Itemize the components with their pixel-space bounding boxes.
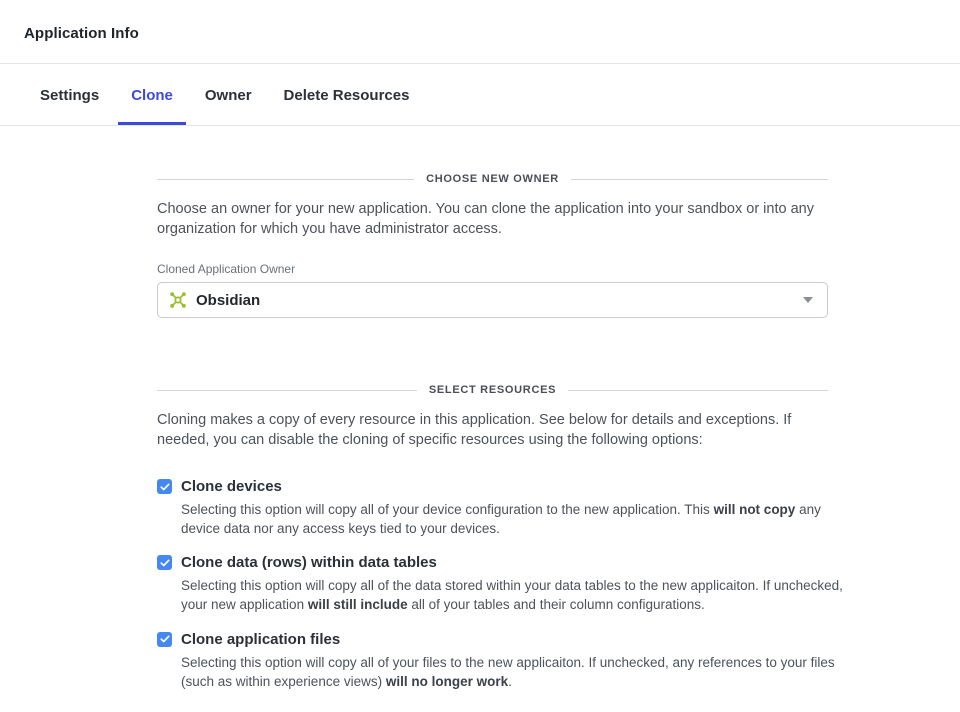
resource-option-clone-application-files <box>157 630 835 691</box>
page-header <box>0 0 960 64</box>
divider-line <box>157 179 414 180</box>
section-divider-choose-new-owner <box>157 173 828 185</box>
tab-settings[interactable]: Settings <box>40 87 100 104</box>
clone-devices-checkbox[interactable] <box>157 479 172 494</box>
clone-application-files-checkbox[interactable] <box>157 632 172 647</box>
tab-owner[interactable]: Owner <box>204 87 252 104</box>
clone-data-rows-label[interactable]: Clone data (rows) within data tables <box>181 554 437 572</box>
checkmark-icon <box>160 558 170 568</box>
organization-icon <box>169 291 187 309</box>
clone-application-files-label[interactable]: Clone application files <box>181 630 341 648</box>
resource-option-clone-data-rows <box>157 554 843 614</box>
tab-delete-resources[interactable]: Delete Resources <box>283 87 410 104</box>
selected-owner-value: Obsidian <box>196 291 261 309</box>
clone-data-rows-description: Selecting this option will copy all of the data stored within your data tables to the new applicaiton. If unchecked, your new application will still include all of your tables and their column configurations. <box>181 578 843 613</box>
clone-application-files-description: Selecting this option will copy all of your files to the new applicaiton. If unchecked, any references to your files (such as within experience views) will no longer work. <box>181 654 835 689</box>
tab-bar <box>0 64 960 126</box>
resource-option-clone-devices <box>157 478 828 538</box>
owner-section-description: Choose an owner for your new application. You can clone the application into your sandbox or into any organization for which you have administrator access. <box>157 201 814 237</box>
clone-tab-content <box>157 173 843 691</box>
clone-application-files-row[interactable] <box>157 631 828 648</box>
resources-section-description: Cloning makes a copy of every resource in this application. See below for details and exceptions. If needed, you can disable the cloning of specific resources using the following options: <box>157 412 792 448</box>
divider-line <box>157 390 417 391</box>
clone-devices-label[interactable]: Clone devices <box>181 478 282 495</box>
clone-data-rows-row[interactable] <box>157 554 828 571</box>
tab-clone[interactable]: Clone <box>118 64 186 125</box>
page-title: Application Info <box>24 25 139 42</box>
cloned-application-owner-field <box>157 262 828 318</box>
chevron-down-icon <box>803 297 813 303</box>
section-heading-choose-new-owner: CHOOSE NEW OWNER <box>426 173 559 185</box>
clone-devices-description: Selecting this option will copy all of your device configuration to the new application. This will not copy any device data nor any access keys tied to your devices. <box>181 502 821 537</box>
divider-line <box>571 179 828 180</box>
cloned-application-owner-select[interactable] <box>157 282 828 318</box>
clone-data-rows-checkbox[interactable] <box>157 555 172 570</box>
cloned-application-owner-label: Cloned Application Owner <box>157 262 296 276</box>
clone-devices-row[interactable] <box>157 478 828 495</box>
checkmark-icon <box>160 634 170 644</box>
section-divider-select-resources <box>157 384 828 396</box>
section-heading-select-resources: SELECT RESOURCES <box>428 384 557 396</box>
checkmark-icon <box>160 482 170 492</box>
divider-line <box>568 390 828 391</box>
